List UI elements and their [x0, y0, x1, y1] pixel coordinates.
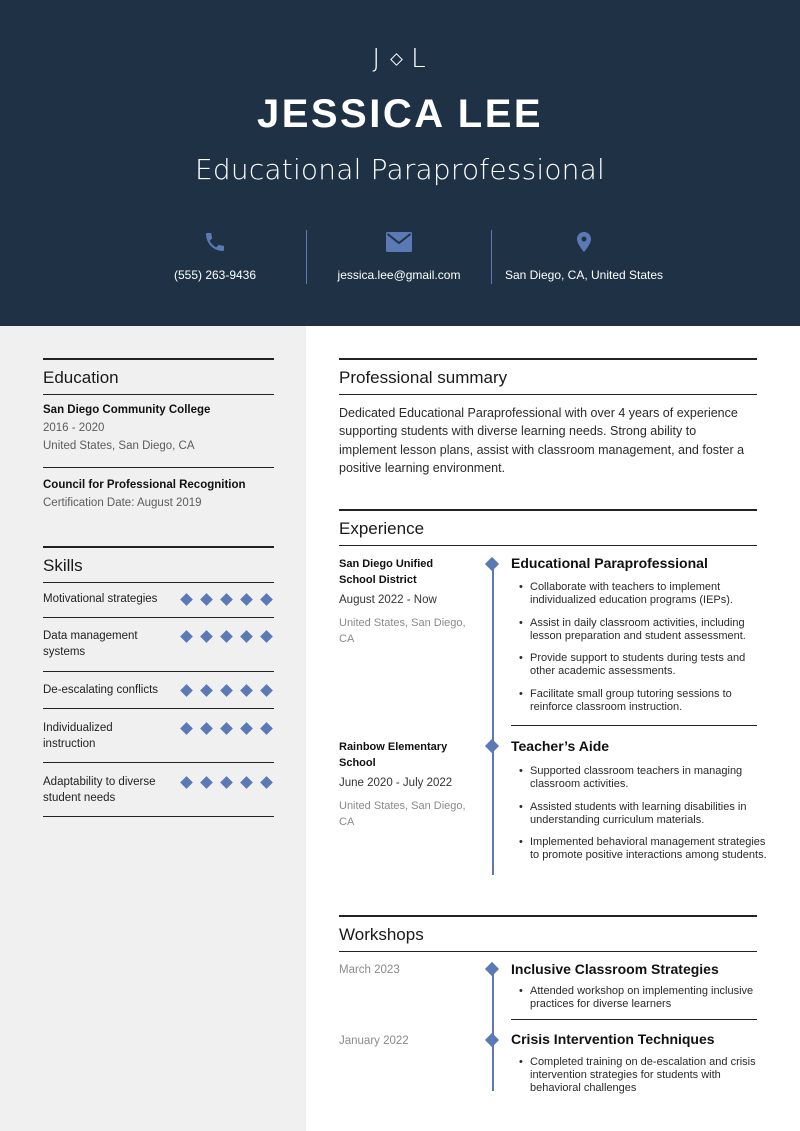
- summary-section: [339, 358, 757, 477]
- skill-name: De-escalating conflicts: [43, 684, 159, 696]
- workshop-name: Crisis Intervention Techniques: [511, 1031, 715, 1047]
- skill-level-diamond-icon: [200, 630, 213, 643]
- workshop-date: March 2023: [339, 964, 400, 976]
- skill-level-diamond-icon: [240, 722, 253, 735]
- skill-name: Individualized instruction: [43, 722, 113, 750]
- divider: [339, 951, 757, 953]
- monogram: [0, 44, 800, 74]
- divider: [43, 671, 274, 672]
- skill-name: Adaptability to diverse student needs: [43, 776, 156, 804]
- skill-level-diamond-icon: [240, 593, 253, 606]
- divider: [43, 582, 274, 584]
- summary-text: Dedicated Educational Paraprofessional with over 4 years of experience supporting students with diverse learning needs. Strong ability to implement lesson plans, assist with classroom management, and foster a positive learning environment.: [339, 406, 745, 475]
- skill-level-diamond-icon: [220, 684, 233, 697]
- job-bullets: [511, 765, 771, 872]
- divider: [43, 394, 274, 396]
- skill-level-diamond-icon: [240, 630, 253, 643]
- skill-rating: [180, 684, 272, 697]
- list-item: • Supported classroom teachers in managing classroom activities.: [511, 765, 771, 791]
- divider: [43, 617, 274, 618]
- location-text: San Diego, CA, United States: [504, 268, 664, 282]
- skill-level-diamond-icon: [200, 776, 213, 789]
- workshops-heading: Workshops: [339, 924, 424, 944]
- timeline-diamond-icon: [485, 962, 499, 976]
- divider: [43, 708, 274, 709]
- education-dates: 2016 - 2020: [43, 422, 105, 434]
- divider: [43, 358, 274, 360]
- divider: [511, 725, 757, 726]
- list-item: • Assist in daily classroom activities, including lesson preparation and student assessment.: [511, 617, 771, 643]
- education-location: United States, San Diego, CA: [43, 440, 195, 452]
- skill-level-diamond-icon: [180, 684, 193, 697]
- monogram-first-initial: J: [372, 44, 383, 74]
- certification-date: Certification Date: August 2019: [43, 497, 202, 509]
- timeline-diamond-icon: [485, 557, 499, 571]
- skill-level-diamond-icon: [220, 776, 233, 789]
- job-location: United States, San Diego, CA: [339, 617, 466, 645]
- divider: [511, 1019, 757, 1020]
- divider: [339, 545, 757, 547]
- divider: [339, 394, 757, 396]
- timeline-diamond-icon: [485, 1033, 499, 1047]
- skill-level-diamond-icon: [200, 722, 213, 735]
- skill-level-diamond-icon: [220, 630, 233, 643]
- email-icon: [386, 230, 412, 254]
- workshop-bullets: [511, 1056, 771, 1105]
- skill-level-diamond-icon: [200, 684, 213, 697]
- skill-level-diamond-icon: [180, 630, 193, 643]
- education-entry: [43, 404, 274, 452]
- list-item: • Attended workshop on implementing inclusive practices for diverse learners: [511, 985, 771, 1011]
- monogram-diamond-icon: [390, 53, 403, 66]
- workshop-bullets: [511, 985, 771, 1021]
- workshops-timeline-line: [492, 968, 494, 1091]
- job-location: United States, San Diego, CA: [339, 800, 466, 828]
- divider: [339, 358, 757, 360]
- skills-section: [43, 546, 274, 583]
- divider: [339, 509, 757, 511]
- employer-name: Rainbow Elementary School: [339, 741, 448, 769]
- email-text: jessica.lee@gmail.com: [337, 268, 461, 282]
- education-heading: Education: [43, 367, 119, 387]
- divider: [43, 467, 274, 468]
- phone-text: (555) 263-9436: [173, 268, 257, 282]
- skill-name: Data management systems: [43, 630, 138, 658]
- workshop-name: Inclusive Classroom Strategies: [511, 961, 719, 977]
- location-pin-icon: [571, 230, 597, 254]
- workshops-section: [339, 915, 757, 952]
- job-title: Teacher’s Aide: [511, 738, 610, 754]
- divider: [43, 762, 274, 763]
- skill-level-diamond-icon: [220, 722, 233, 735]
- skill-level-diamond-icon: [260, 722, 273, 735]
- school-name: San Diego Community College: [43, 404, 211, 416]
- education-section: [43, 358, 274, 395]
- skill-level-diamond-icon: [180, 776, 193, 789]
- contact-divider: [491, 230, 492, 284]
- skill-level-diamond-icon: [200, 593, 213, 606]
- job-bullets: [511, 581, 771, 723]
- contact-location: [494, 226, 674, 286]
- divider: [43, 546, 274, 548]
- contact-email: [314, 226, 484, 286]
- employer-name: San Diego Unified School District: [339, 558, 434, 586]
- skill-level-diamond-icon: [180, 722, 193, 735]
- summary-heading: Professional summary: [339, 367, 508, 387]
- experience-heading: Experience: [339, 518, 425, 538]
- skill-level-diamond-icon: [240, 684, 253, 697]
- phone-icon: [202, 230, 228, 254]
- contact-phone: [140, 226, 290, 286]
- school-name: Council for Professional Recognition: [43, 479, 246, 491]
- list-item: • Provide support to students during tests and other academic assessments.: [511, 652, 771, 678]
- monogram-last-initial: L: [411, 44, 428, 74]
- candidate-title: Educational Paraprofessional: [195, 153, 605, 186]
- divider: [43, 816, 274, 817]
- education-entry: [43, 467, 274, 509]
- skill-level-diamond-icon: [240, 776, 253, 789]
- list-item: • Completed training on de-escalation and crisis intervention strategies for students with behavioral challenges: [511, 1056, 771, 1095]
- skills-heading: Skills: [43, 555, 83, 575]
- skill-level-diamond-icon: [220, 593, 233, 606]
- divider: [339, 915, 757, 917]
- skill-level-diamond-icon: [180, 593, 193, 606]
- job-title: Educational Paraprofessional: [511, 555, 708, 571]
- contact-divider: [306, 230, 307, 284]
- candidate-name: JESSICA LEE: [256, 92, 544, 136]
- workshop-date: January 2022: [339, 1035, 409, 1047]
- skill-rating: [180, 722, 272, 735]
- skill-rating: [180, 630, 272, 643]
- experience-timeline-line: [492, 563, 494, 875]
- list-item: • Assisted students with learning disabilities in understanding curriculum materials.: [511, 801, 771, 827]
- skill-name: Motivational strategies: [43, 593, 158, 605]
- experience-section: [339, 509, 757, 546]
- skill-level-diamond-icon: [260, 630, 273, 643]
- resume-header: [0, 0, 800, 326]
- job-dates: June 2020 - July 2022: [339, 777, 453, 789]
- skill-level-diamond-icon: [260, 593, 273, 606]
- list-item: • Implemented behavioral management strategies to promote positive interactions among students.: [511, 836, 771, 862]
- skill-level-diamond-icon: [260, 776, 273, 789]
- skill-rating: [180, 593, 272, 606]
- job-dates: August 2022 - Now: [339, 594, 437, 606]
- list-item: • Collaborate with teachers to implement individualized education programs (IEPs).: [511, 581, 771, 607]
- list-item: • Facilitate small group tutoring sessions to reinforce classroom instruction.: [511, 688, 771, 714]
- skill-rating: [180, 776, 272, 789]
- timeline-diamond-icon: [485, 739, 499, 753]
- skill-level-diamond-icon: [260, 684, 273, 697]
